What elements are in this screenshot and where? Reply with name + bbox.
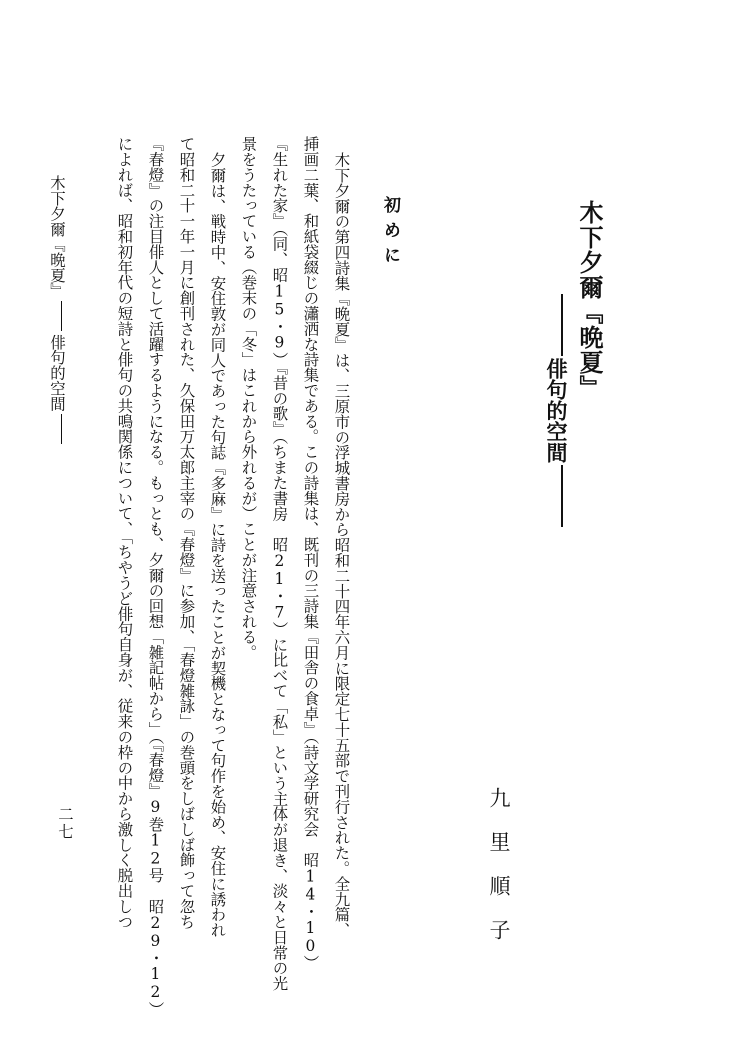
body-column: 『春燈』の注目俳人として活躍するようになる。もっとも、夕爾の回想「雑記帖から」（『春燈』9巻12号 昭29・12）: [146, 136, 165, 1017]
article-title: 木下夕爾『晩夏』: [575, 200, 604, 400]
body-column: 夕爾は、戦時中、安住敦が同人であった句誌『多麻』に詩を送ったことが契機となって句作を始め、安住に誘われ: [208, 152, 227, 938]
body-column: によれば、昭和初年代の短詩と俳句の共鳴関係について、「ちやうど俳句自身が、従来の枠の中から激しく脱出しつ: [115, 136, 134, 930]
running-header-rule: [61, 414, 62, 444]
body-column: 『生れた家』（同、昭15・9）『昔の歌』（ちまた書房 昭21・7）に比べて「私」という主体が退き、淡々と日常の光: [270, 136, 289, 991]
subtitle-text: 俳句的空間: [544, 358, 569, 463]
article-subtitle: [541, 292, 571, 529]
running-header-rule: [61, 301, 62, 331]
running-header-subtitle: 俳句的空間: [48, 334, 66, 412]
running-header-title: 木下夕爾『晩夏』: [48, 175, 66, 299]
author-name: 九里順子: [487, 787, 511, 963]
body-column: て昭和二十一年一月に創刊された、久保田万太郎主宰の『春燈』に参加、「春燈雑詠」の巻頭をしばしば飾って忽ち: [177, 136, 196, 930]
body-column: 景をうたっている（巻末の「冬」はこれから外れるが）ことが注意される。: [239, 136, 258, 660]
section-heading: 初めに: [380, 196, 400, 271]
subtitle-dash: [561, 294, 563, 356]
body-column: 木下夕爾の第四詩集『晩夏』は、三原市の浮城書房から昭和二十四年六月に限定七十五部で刊行された。全九篇、: [332, 152, 351, 938]
page-number: 二七: [56, 806, 74, 841]
subtitle-dash: [561, 465, 563, 527]
body-column: 挿画二葉、和紙袋綴じの瀟洒な詩集である。この詩集は、既刊の三詩集『田舎の食卓』（詩文学研究会 昭14・10）: [301, 136, 320, 971]
running-header: [46, 175, 68, 447]
